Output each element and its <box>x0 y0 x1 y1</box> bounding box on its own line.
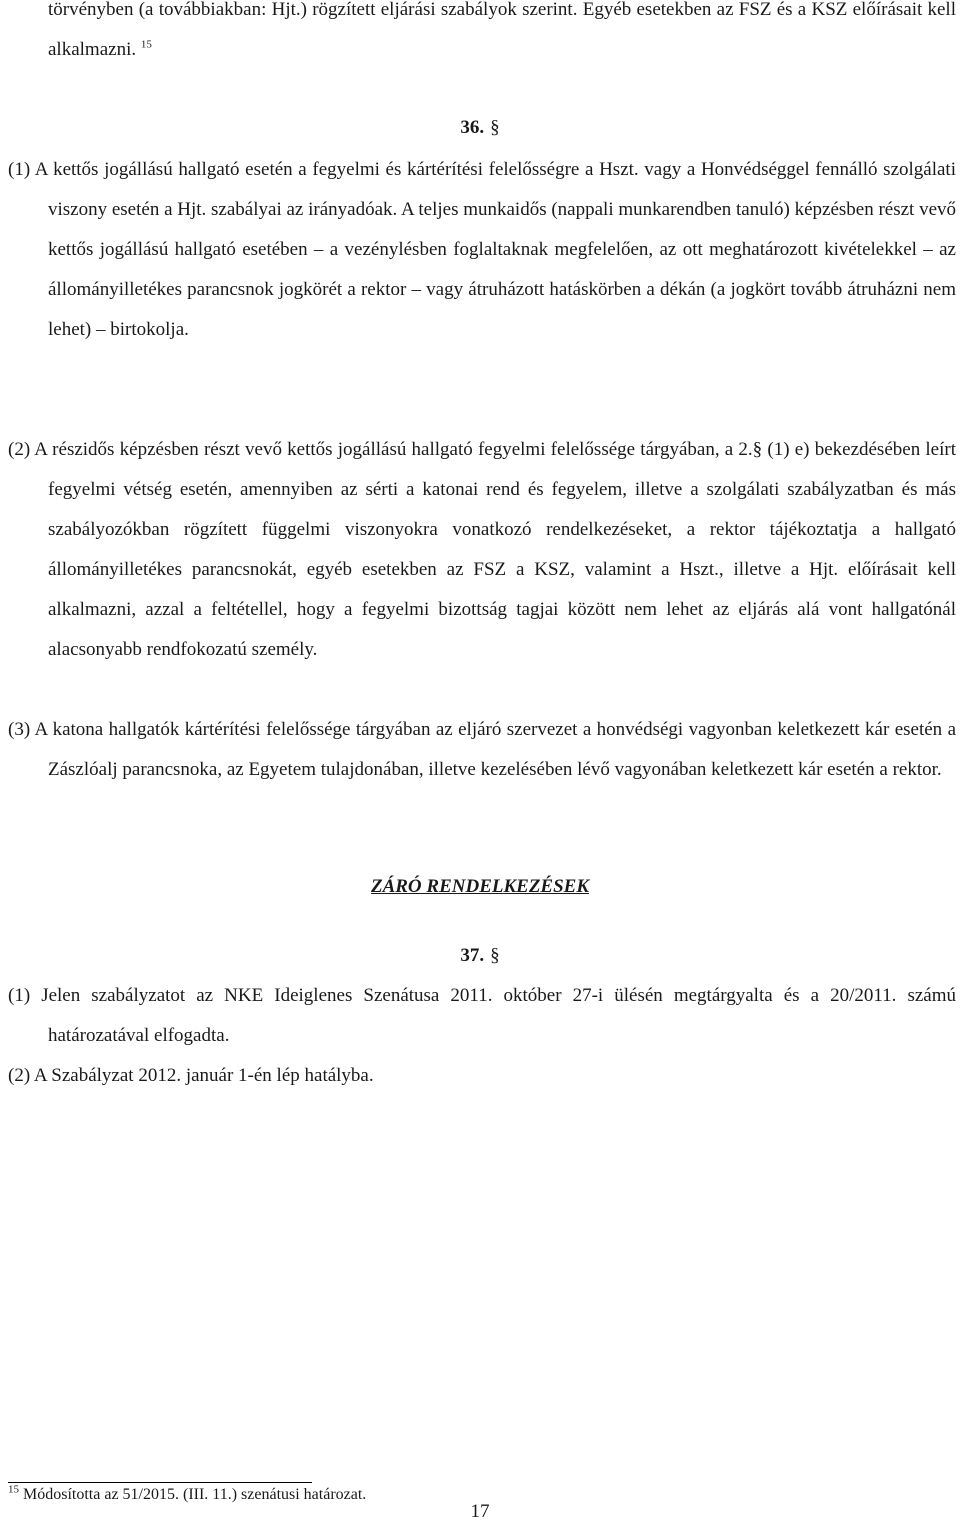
section-sign: § <box>490 117 500 138</box>
section-36-paragraph-2: (2) A részidős képzésben részt vevő kettős jogállású hallgató fegyelmi felelőssége tárgyában, a 2.§ (1) e) bekezdésében leírt fegyelmi vétség esetén, amennyiben az sérti a katonai rend és fegyelem, illetve a szolgálati szabályzatban és más szabályozókban rögzített függelmi viszonyokra vonatkozó rendelkezéseket, a rektor tájékoztatja a hallgató állományilletékes parancsnokát, egyéb esetekben az FSZ a KSZ, valamint a Hszt., illetve a Hjt. előírásait kell alkalmazni, azzal a feltétellel, hogy a fegyelmi bizottság tagjai között nem lehet az eljárás alá vont hallgatónál alacsonyabb rendfokozatú személy. <box>8 439 956 660</box>
closing-provisions-title: ZÁRÓ RENDELKEZÉSEK <box>370 876 590 897</box>
section-37-paragraph-2: (2) A Szabályzat 2012. január 1-én lép hatályba. <box>8 1065 374 1086</box>
top-paragraph-text: törvényben (a továbbiakban: Hjt.) rögzített eljárási szabályok szerint. Egyéb esetekben az FSZ és a KSZ előírásait kell alkalmazni. <box>48 0 956 60</box>
section-37-paragraph-1: (1) Jelen szabályzatot az NKE Ideiglenes Szenátusa 2011. október 27-i ülésén megtárgyalta és a 20/2011. számú határozatával elfogadta. <box>8 985 956 1046</box>
footnote-text: Módosította az 51/2015. (III. 11.) szenátusi határozat. <box>23 1486 367 1503</box>
top-paragraph <box>48 0 956 70</box>
footnote-reference: 15 <box>140 38 152 51</box>
page-number: 17 <box>470 1501 490 1522</box>
section-36-paragraph-1: (1) A kettős jogállású hallgató esetén a fegyelmi és kártérítési felelősségre a Hszt. vagy a Honvédséggel fennálló szolgálati viszony esetén a Hjt. szabályai az irányadóak. A teljes munkaidős (nappali munkarendben tanuló) képzésben részt vevő kettős jogállású hallgató esetében ‒ a vezénylésben foglaltaknak megfelelően, az ott meghatározott kivételekkel ‒ az állományilletékes parancsnok jogkörét a rektor ‒ vagy átruházott hatáskörben a dékán (a jogkört tovább átruházni nem lehet) ‒ birtokolja. <box>8 159 957 340</box>
section-37-number: 37. <box>460 945 485 966</box>
section-36-number: 36. <box>460 117 485 138</box>
section-36-heading <box>0 108 960 148</box>
footnote-mark: 15 <box>8 1483 19 1496</box>
section-37-heading <box>0 936 960 976</box>
closing-provisions-heading <box>0 867 960 907</box>
section-sign: § <box>490 945 500 966</box>
section-36-paragraph-3: (3) A katona hallgatók kártérítési felelőssége tárgyában az eljáró szervezet a honvédségi vagyonban keletkezett kár esetén a Zászlóalj parancsnoka, az Egyetem tulajdonában, illetve kezelésében lévő vagyonában keletkezett kár esetén a rektor. <box>8 719 956 780</box>
footnote-separator <box>8 1482 312 1483</box>
